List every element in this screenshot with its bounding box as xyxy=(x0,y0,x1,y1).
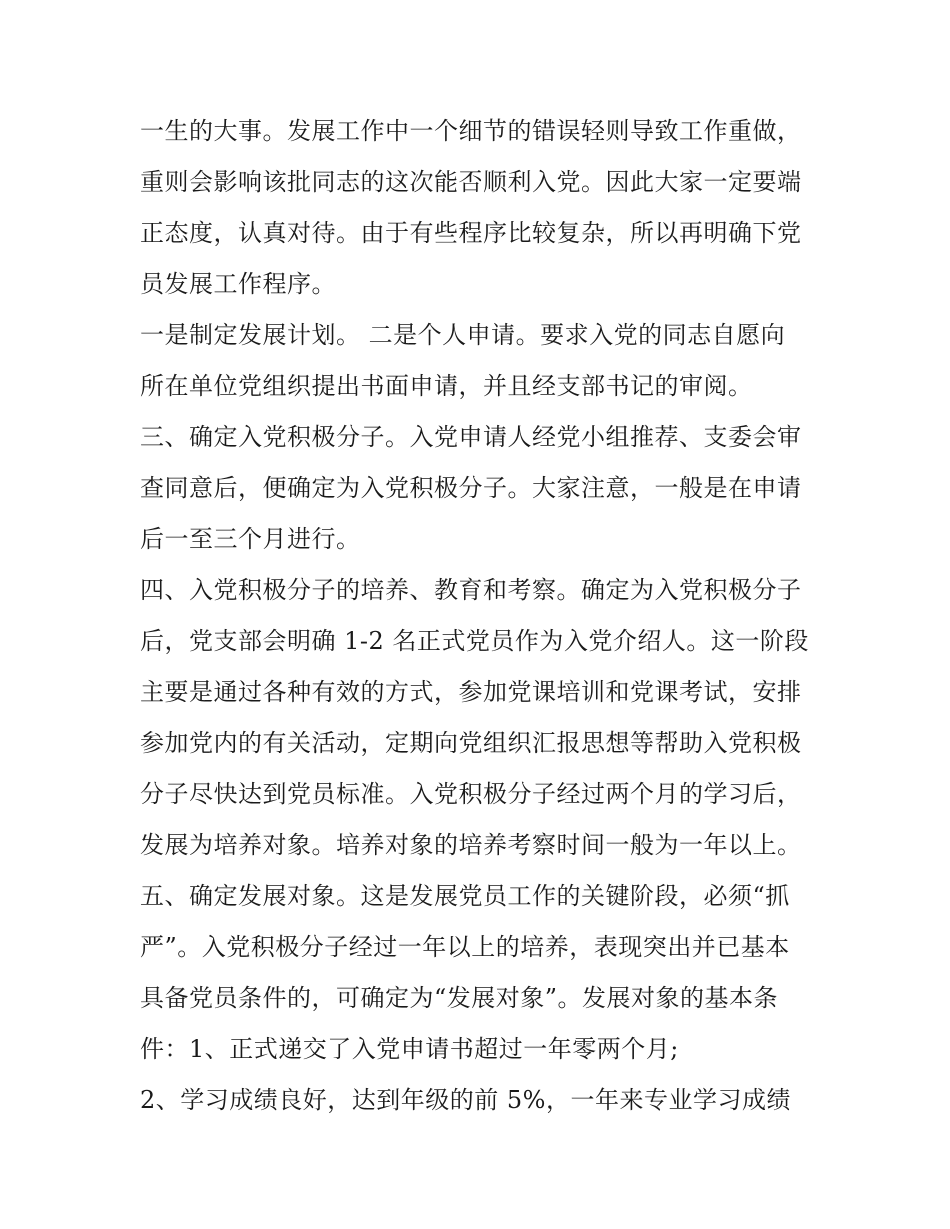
text-line: 严”。入党积极分子经过一年以上的培养，表现突出并已基本 xyxy=(140,933,790,961)
text-line: 分子尽快达到党员标准。入党积极分子经过两个月的学习后， xyxy=(140,780,802,808)
text-line: 三、确定入党积极分子。入党申请人经党小组推荐、支委会审 xyxy=(140,423,802,451)
text-line: 正态度，认真对待。由于有些程序比较复杂，所以再明确下党 xyxy=(140,219,802,247)
text-line: 四、入党积极分子的培养、教育和考察。确定为入党积极分子 xyxy=(140,576,802,604)
text-line: 后一至三个月进行。 xyxy=(140,525,361,553)
text-line: 发展为培养对象。培养对象的培养考察时间一般为一年以上。 xyxy=(140,831,802,859)
text-line: 具备党员条件的，可确定为“发展对象”。发展对象的基本条 xyxy=(140,984,779,1012)
text-line: 2、学习成绩良好，达到年级的前 5%，一年来专业学习成绩 xyxy=(140,1086,791,1114)
body-text xyxy=(140,106,830,1126)
text-line: 一生的大事。发展工作中一个细节的错误轻则导致工作重做， xyxy=(140,117,802,145)
text-line: 参加党内的有关活动，定期向党组织汇报思想等帮助入党积极 xyxy=(140,729,802,757)
text-line: 所在单位党组织提出书面申请，并且经支部书记的审阅。 xyxy=(140,372,753,400)
text-line: 查同意后，便确定为入党积极分子。大家注意，一般是在申请 xyxy=(140,474,802,502)
text-line: 主要是通过各种有效的方式，参加党课培训和党课考试，安排 xyxy=(140,678,802,706)
text-line: 五、确定发展对象。这是发展党员工作的关键阶段，必须“抓 xyxy=(140,882,790,910)
text-line: 重则会影响该批同志的这次能否顺利入党。因此大家一定要端 xyxy=(140,168,802,196)
text-line: 一是制定发展计划。 二是个人申请。要求入党的同志自愿向 xyxy=(140,321,786,349)
text-line: 后，党支部会明确 1-2 名正式党员作为入党介绍人。这一阶段 xyxy=(140,627,809,655)
text-line: 员发展工作程序。 xyxy=(140,270,336,298)
text-line: 件：1、正式递交了入党申请书超过一年零两个月; xyxy=(140,1035,679,1063)
